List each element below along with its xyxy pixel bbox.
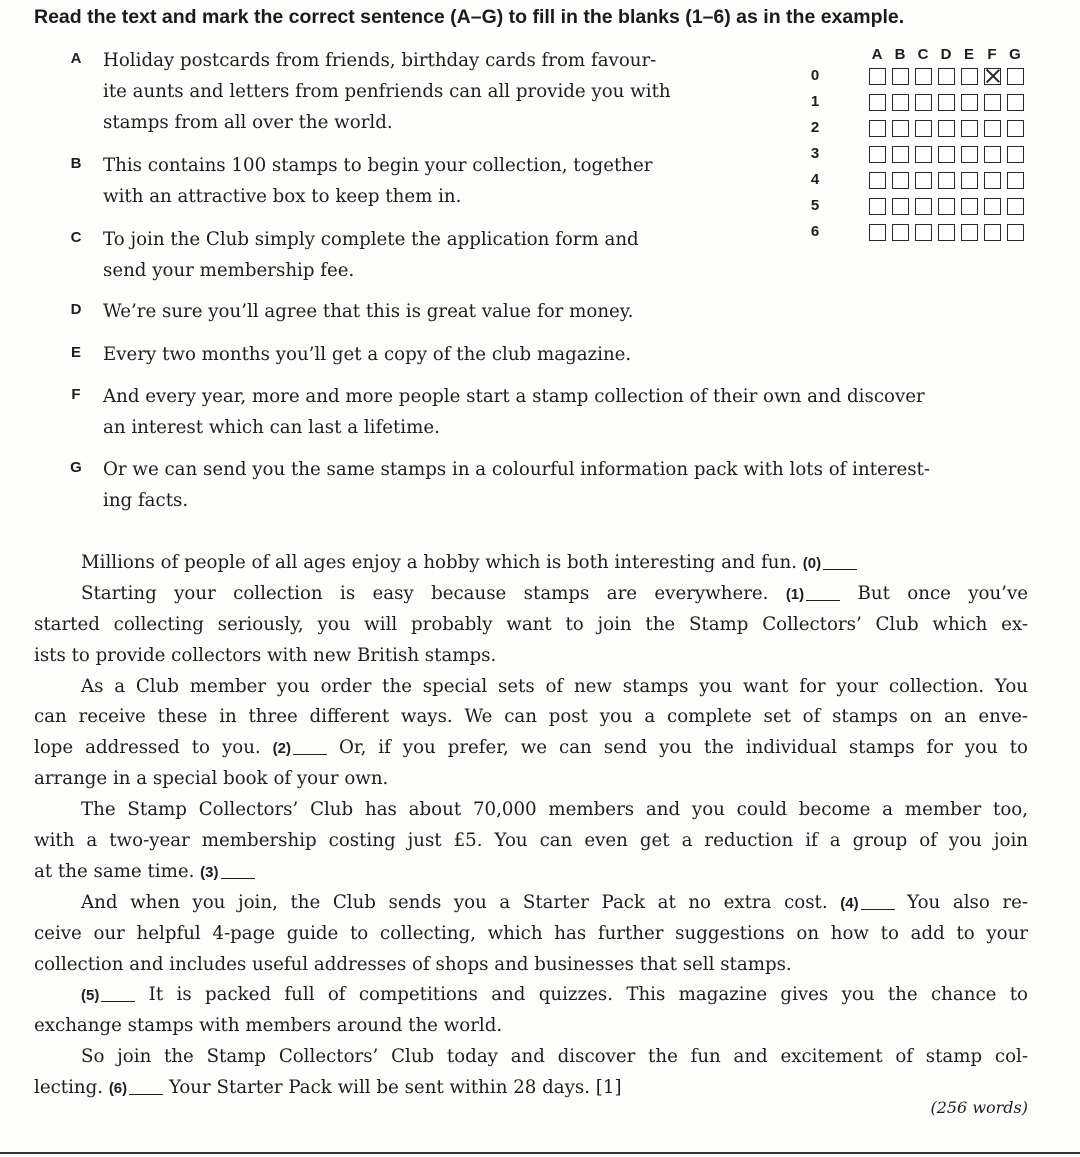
passage-text-segment: It is packed full of competitions and quizzes. This magazine gives you the chance to — [135, 984, 1028, 1006]
passage-text — [34, 548, 1028, 1104]
instruction-heading: Read the text and mark the correct sentence (A–G) to fill in the blanks (1–6) as in the example. — [34, 6, 905, 28]
answer-checkbox-4-f[interactable] — [984, 172, 1001, 189]
option-text-line: ite aunts and letters from penfriends can all provide you with — [103, 81, 671, 102]
answer-checkbox-3-d[interactable] — [938, 146, 955, 163]
option-text-line: an interest which can last a lifetime. — [103, 417, 440, 438]
option-letter: F — [71, 386, 81, 403]
option-text-line: send your membership fee. — [103, 260, 355, 281]
passage-text-segment: exchange stamps with members around the world. — [34, 1015, 503, 1037]
answer-checkbox-5-g[interactable] — [1007, 198, 1024, 215]
answer-checkbox-3-a[interactable] — [869, 146, 886, 163]
gap-blank[interactable] — [823, 551, 857, 570]
passage-text-segment: And when you join, the Club sends you a Starter Pack at no extra cost. — [81, 891, 841, 913]
passage-line — [34, 888, 1028, 919]
answer-checkbox-3-e[interactable] — [961, 146, 978, 163]
answer-checkbox-6-f[interactable] — [984, 224, 1001, 241]
grid-row-number: 2 — [810, 119, 820, 136]
passage-text-segment: can receive these in three different ways. We can post you a complete set of stamps on an enve- — [34, 706, 1028, 728]
answer-checkbox-4-e[interactable] — [961, 172, 978, 189]
answer-checkbox-2-b[interactable] — [892, 120, 909, 137]
passage-line — [34, 1042, 1028, 1073]
option-text-line: Every two months you’ll get a copy of the club magazine. — [103, 344, 632, 365]
answer-checkbox-1-a[interactable] — [869, 94, 886, 111]
passage-line — [34, 702, 1028, 733]
option-text-line: stamps from all over the world. — [103, 112, 393, 133]
answer-checkbox-5-b[interactable] — [892, 198, 909, 215]
passage-text-segment: But once you’ve — [840, 582, 1028, 604]
answer-checkbox-5-a[interactable] — [869, 198, 886, 215]
passage-line — [34, 672, 1028, 703]
option-text-line: Or we can send you the same stamps in a colourful information pack with lots of interest- — [103, 459, 931, 480]
grid-row-number: 0 — [810, 67, 820, 84]
option-letter: B — [70, 155, 82, 172]
grid-row-number: 3 — [810, 145, 820, 162]
grid-row-number: 4 — [810, 171, 820, 188]
passage-text-segment: Starting your collection is easy because stamps are everywhere. — [81, 582, 786, 604]
passage-text-segment: The Stamp Collectors’ Club has about 70,000 members and you could become a member too, — [81, 799, 1028, 821]
answer-checkbox-0-e[interactable] — [961, 68, 978, 85]
answer-checkbox-6-a[interactable] — [869, 224, 886, 241]
option-text-line: This contains 100 stamps to begin your collection, together — [103, 155, 653, 176]
answer-checkbox-1-d[interactable] — [938, 94, 955, 111]
answer-checkbox-2-a[interactable] — [869, 120, 886, 137]
grid-column-g: G — [1009, 46, 1021, 63]
grid-column-a: A — [871, 46, 883, 63]
gap-blank[interactable] — [129, 1076, 163, 1095]
passage-text-segment: ists to provide collectors with new British stamps. — [34, 644, 497, 666]
passage-text-segment: You also re- — [894, 891, 1028, 913]
gap-blank[interactable] — [221, 860, 255, 879]
answer-checkbox-5-c[interactable] — [915, 198, 932, 215]
passage-line — [34, 1011, 1028, 1042]
option-text-line: And every year, more and more people start a stamp collection of their own and discover — [103, 386, 925, 407]
answer-checkbox-1-e[interactable] — [961, 94, 978, 111]
passage-line — [34, 764, 1028, 795]
option-text-line: ing facts. — [103, 490, 189, 511]
gap-blank[interactable] — [861, 891, 895, 910]
passage-text-segment: arrange in a special book of your own. — [34, 768, 389, 790]
passage-line — [34, 826, 1028, 857]
answer-checkbox-2-f[interactable] — [984, 120, 1001, 137]
answer-checkbox-3-g[interactable] — [1007, 146, 1024, 163]
answer-checkbox-6-c[interactable] — [915, 224, 932, 241]
grid-column-f: F — [987, 46, 997, 63]
answer-checkbox-5-f[interactable] — [984, 198, 1001, 215]
answer-checkbox-4-b[interactable] — [892, 172, 909, 189]
passage-line — [34, 950, 1028, 981]
option-text-line: with an attractive box to keep them in. — [103, 186, 462, 207]
passage-line — [34, 980, 1028, 1011]
passage-text-segment: As a Club member you order the special sets of new stamps you want for your collection. You — [81, 675, 1028, 697]
option-text-line: We’re sure you’ll agree that this is great value for money. — [103, 301, 634, 322]
passage-text-segment: ceive our helpful 4-page guide to collecting, which has further suggestions on how to add to your — [34, 922, 1028, 944]
answer-checkbox-4-d[interactable] — [938, 172, 955, 189]
passage-text-segment: at the same time. — [34, 860, 201, 882]
answer-checkbox-4-c[interactable] — [915, 172, 932, 189]
answer-checkbox-0-a[interactable] — [869, 68, 886, 85]
gap-blank[interactable] — [293, 736, 327, 755]
passage-text-segment: Millions of people of all ages enjoy a hobby which is both interesting and fun. — [81, 552, 803, 573]
answer-checkbox-6-d[interactable] — [938, 224, 955, 241]
gap-number: (0) — [802, 555, 822, 572]
answer-checkbox-6-g[interactable] — [1007, 224, 1024, 241]
bottom-rule — [0, 1152, 1080, 1154]
passage-line — [34, 579, 1028, 610]
gap-number: (5) — [81, 987, 100, 1005]
option-letter: E — [70, 344, 81, 361]
answer-checkbox-3-c[interactable] — [915, 146, 932, 163]
grid-column-d: D — [940, 46, 952, 63]
answer-checkbox-0-c[interactable] — [915, 68, 932, 85]
answer-checkbox-0-g[interactable] — [1007, 68, 1024, 85]
gap-blank[interactable] — [806, 582, 840, 601]
gap-blank[interactable] — [101, 983, 135, 1002]
option-letter: D — [70, 301, 82, 318]
answer-checkbox-6-b[interactable] — [892, 224, 909, 241]
option-letter: C — [70, 229, 82, 246]
answer-checkbox-5-e[interactable] — [961, 198, 978, 215]
answer-checkbox-3-b[interactable] — [892, 146, 909, 163]
option-letter: A — [70, 50, 82, 67]
answer-checkbox-1-f[interactable] — [984, 94, 1001, 111]
answer-checkbox-2-e[interactable] — [961, 120, 978, 137]
gap-number: (3) — [200, 863, 219, 881]
passage-text-segment: lecting. — [34, 1077, 109, 1099]
passage-text-segment: collection and includes useful addresses of shops and businesses that sell stamps. — [34, 953, 792, 975]
gap-number: (6) — [108, 1080, 128, 1098]
passage-text-segment: started collecting seriously, you will probably want to join the Stamp Collectors’ Club which ex- — [34, 613, 1028, 635]
passage-text-segment: So join the Stamp Collectors’ Club today and discover the fun and excitement of stamp col- — [81, 1046, 1028, 1068]
word-count: (256 words) — [930, 1098, 1028, 1117]
answer-checkbox-2-g[interactable] — [1007, 120, 1024, 137]
gap-number: (4) — [840, 894, 859, 912]
passage-line — [34, 919, 1028, 950]
grid-row-number: 5 — [810, 197, 820, 214]
passage-line — [34, 1073, 1028, 1104]
passage-text-segment: Your Starter Pack will be sent within 28 days. [1] — [163, 1077, 622, 1099]
grid-row-number: 1 — [810, 93, 820, 110]
gap-number: (2) — [272, 740, 291, 758]
answer-checkbox-0-f[interactable] — [984, 68, 1001, 85]
answer-checkbox-6-e[interactable] — [961, 224, 978, 241]
gap-number: (1) — [785, 585, 805, 603]
passage-text-segment: with a two-year membership costing just £5. You can even get a reduction if a group of you join — [34, 830, 1028, 852]
grid-column-e: E — [963, 46, 974, 63]
answer-checkbox-1-b[interactable] — [892, 94, 909, 111]
passage-line — [34, 857, 1028, 888]
option-letter: G — [70, 459, 82, 476]
answer-grid — [800, 46, 1040, 276]
answer-checkbox-0-d[interactable] — [938, 68, 955, 85]
passage-line — [34, 795, 1028, 826]
passage-line — [34, 610, 1028, 641]
passage-line — [34, 548, 1028, 579]
answer-checkbox-4-g[interactable] — [1007, 172, 1024, 189]
option-text-line: To join the Club simply complete the application form and — [103, 229, 639, 250]
passage-text-segment: Or, if you prefer, we can send you the individual stamps for you to — [327, 737, 1029, 759]
answer-checkbox-0-b[interactable] — [892, 68, 909, 85]
passage-line — [34, 733, 1028, 764]
answer-checkbox-4-a[interactable] — [869, 172, 886, 189]
answer-checkbox-5-d[interactable] — [938, 198, 955, 215]
grid-column-c: C — [917, 46, 929, 63]
answer-checkbox-3-f[interactable] — [984, 146, 1001, 163]
answer-checkbox-2-d[interactable] — [938, 120, 955, 137]
passage-text-segment: lope addressed to you. — [34, 737, 273, 759]
option-text-line: Holiday postcards from friends, birthday cards from favour- — [103, 50, 657, 71]
passage-line — [34, 641, 1028, 672]
grid-row-number: 6 — [810, 223, 820, 240]
answer-checkbox-2-c[interactable] — [915, 120, 932, 137]
answer-checkbox-1-c[interactable] — [915, 94, 932, 111]
grid-column-b: B — [894, 46, 906, 63]
answer-checkbox-1-g[interactable] — [1007, 94, 1024, 111]
